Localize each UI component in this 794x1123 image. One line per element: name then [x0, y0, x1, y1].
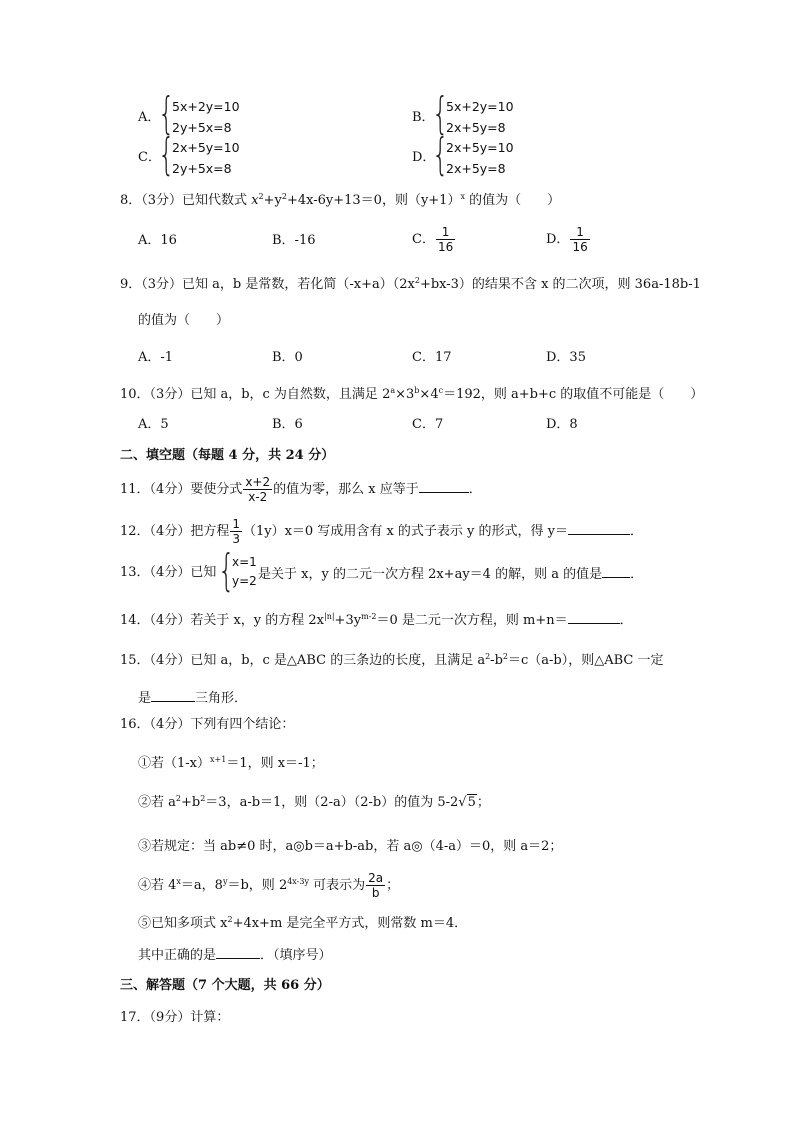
equation: 2y+5x=8 [172, 120, 232, 135]
statement-3: ③若规定：当 ab≠0 时，a◎b＝a+b-ab，若 a◎（4-a）＝0，则 a＝2； [138, 839, 563, 854]
equation: 2x+5y=8 [446, 120, 506, 135]
statement-5: ⑤已知多项式 $x^2+4x+m$ 是完全平方式，则常数 m＝4． [138, 915, 468, 931]
q10-option-b: B．6 [272, 417, 303, 432]
equation: 2y+5x=8 [172, 161, 232, 176]
option-label: B． [412, 110, 435, 125]
question-9-line2: 的值为（ ） [138, 313, 230, 328]
question-15-line2: 是 三角形． [138, 691, 248, 706]
q10-option-d: D．8 [546, 417, 578, 432]
q10-option-a: A．5 [138, 417, 169, 432]
equation: x=1 [232, 555, 257, 569]
q8-option-d: D． $\frac{1}{16}$ [546, 225, 588, 254]
q10-option-c: C．7 [412, 417, 444, 432]
equation: 5x+2y=10 [446, 99, 514, 114]
option-label: D． [412, 150, 436, 165]
answer-blank [151, 689, 195, 702]
q9-option-d: D．35 [546, 350, 586, 365]
brace-icon: { [432, 88, 449, 139]
equation: 2x+5y=10 [172, 140, 240, 155]
question-9: 9．（3分）已知 a，b 是常数，若化简$(-x+a)(2x^2+bx-3)$的结果不含 x 的二次项，则 36a-18b-1 [120, 276, 701, 292]
answer-blank [568, 611, 620, 624]
question-15: 15．（4分）已知 a，b，c 是△ABC 的三条边的长度，且满足 $a^2-b^2=c(a-b)$，则△ABC 一定 [120, 652, 664, 668]
q8-option-b: B．-16 [272, 233, 316, 248]
section-heading: 二、填空题（每题 4 分，共 24 分） [120, 448, 335, 463]
option-label: C． [138, 150, 161, 165]
question-12: 12．（4分）把方程 $\frac{1}{3}$ （1y）x＝0 写成用含有 x 的式子表示 y 的形式，得 y＝ ． [120, 517, 644, 546]
brace-icon: { [218, 545, 235, 596]
section-heading: 三、解答题（7 个大题，共 66 分） [120, 978, 330, 993]
answer-blank [568, 522, 630, 535]
question-10: 10．（3分）已知 a，b，c 为自然数，且满足 $2^a\times 3^b\times 4^c=192$，则 a+b+c 的取值不可能是（ ） [120, 386, 704, 402]
q9-option-c: C．17 [412, 350, 452, 365]
question-8: 8．（3分）已知代数式 $x^2+y^2+4x-6y+13=0$，则$(y+1)^x$ 的值为（ ） [120, 192, 561, 208]
equation: 2x+5y=8 [446, 161, 506, 176]
equation: y=2 [232, 574, 257, 588]
equation: 2x+5y=10 [446, 140, 514, 155]
question-16: 16．（4分）下列有四个结论： [120, 717, 295, 732]
answer-blank [216, 946, 260, 959]
question-14: 14．（4分）若关于 x，y 的方程 $2x^{|n|}+3y^{m-2}=0$ 是二元一次方程，则 m+n＝ ． [120, 612, 633, 628]
q9-option-b: B．0 [272, 350, 303, 365]
question-16-answer: 其中正确的是 ．（填序号） [138, 948, 332, 963]
brace-icon: { [432, 129, 449, 180]
q8-option-a: A．16 [138, 233, 177, 248]
brace-icon: { [158, 129, 175, 180]
statement-1: ①若$(1-x)^{x+1}=1$，则 x＝-1； [138, 755, 324, 771]
brace-icon: { [158, 88, 175, 139]
q9-option-a: A．-1 [138, 350, 174, 365]
question-17: 17．（9分）计算： [120, 1010, 230, 1025]
question-11: 11．（4分）要使分式 $\frac{x+2}{x-2}$ 的值为零，那么 x 应等于 ． [120, 475, 482, 504]
statement-4: ④若 $4^x=a$，$8^y=b$，则 $2^{4x-3y}$ 可表示为 $\frac{2a}{b}$ ； [138, 871, 400, 900]
q8-option-c: C． $\frac{1}{16}$ [412, 225, 454, 254]
option-label: A． [138, 110, 161, 125]
statement-2: ②若 $a^2+b^2=3$，a-b＝1，则（2-a）（2-b）的值为 5-2√5； [138, 794, 490, 810]
equation: 5x+2y=10 [172, 99, 240, 114]
answer-blank [602, 565, 630, 578]
answer-blank [419, 480, 469, 493]
